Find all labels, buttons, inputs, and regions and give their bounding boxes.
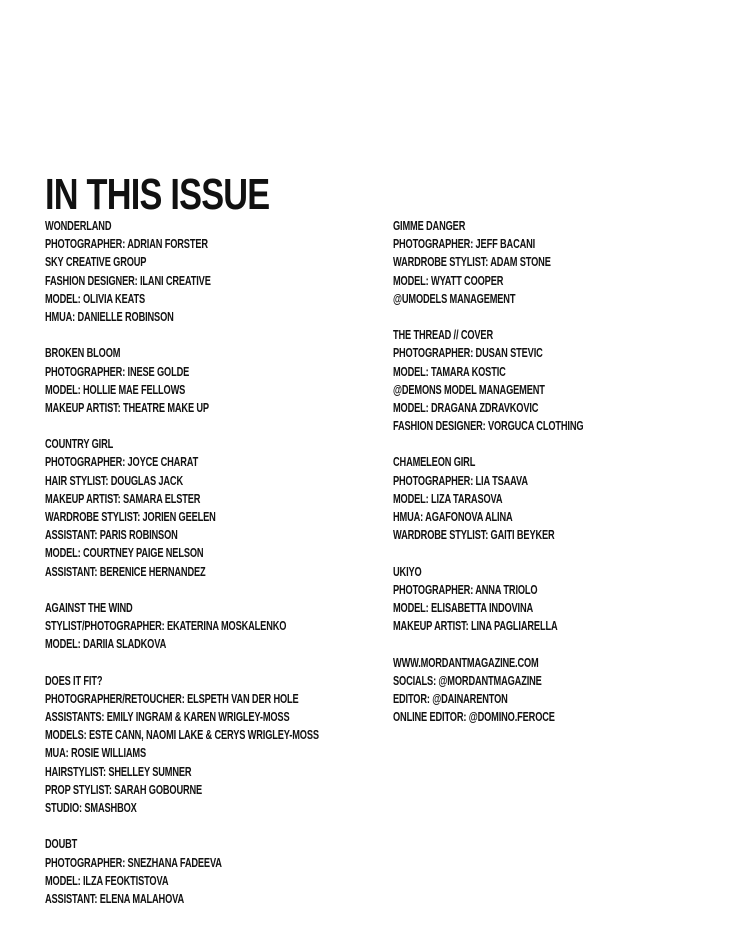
section-heading: THE THREAD // COVER: [393, 328, 493, 343]
credit-section-doubt: [45, 835, 415, 908]
credit-line: MODEL: WYATT COOPER: [393, 273, 504, 288]
credit-line: FASHION DESIGNER: VORGUCA CLOTHING: [393, 419, 584, 434]
credit-line: MAKEUP ARTIST: SAMARA ELSTER: [45, 491, 201, 506]
credit-line: PROP STYLIST: SARAH GOBOURNE: [45, 782, 203, 797]
credit-line: SOCIALS: @MORDANTMAGAZINE: [393, 673, 542, 688]
section-heading: DOUBT: [45, 837, 78, 852]
credit-line: @DEMONS MODEL MANAGEMENT: [393, 382, 545, 397]
section-heading: UKIYO: [393, 564, 422, 579]
credit-line: @UMODELS MANAGEMENT: [393, 291, 516, 306]
credit-line: PHOTOGRAPHER/RETOUCHER: ELSPETH VAN DER HOLE: [45, 691, 299, 706]
credit-line: STUDIO: SMASHBOX: [45, 801, 137, 815]
section-heading: CHAMELEON GIRL: [393, 455, 476, 470]
section-heading: WWW.MORDANTMAGAZINE.COM: [393, 655, 539, 670]
credit-section-wonderland: [45, 217, 415, 326]
credit-line: PHOTOGRAPHER: SNEZHANA FADEEVA: [45, 855, 222, 870]
credit-line: ASSISTANT: ELENA MALAHOVA: [45, 891, 184, 906]
credit-line: PHOTOGRAPHER: DUSAN STEVIC: [393, 346, 543, 361]
credit-line: MODEL: TAMARA KOSTIC: [393, 364, 506, 379]
credit-line: MODELS: ESTE CANN, NAOMI LAKE & CERYS WRIGLEY-MOSS: [45, 728, 319, 743]
section-heading: BROKEN BLOOM: [45, 346, 121, 361]
credit-section-chameleon-girl: [393, 453, 650, 544]
credit-line: MODEL: DARIIA SLADKOVA: [45, 637, 167, 652]
credit-line: PHOTOGRAPHER: LIA TSAAVA: [393, 473, 528, 488]
credit-line: MODEL: ILZA FEOKTISTOVA: [45, 873, 169, 888]
credit-line: MAKEUP ARTIST: LINA PAGLIARELLA: [393, 619, 558, 634]
credit-line: MODEL: DRAGANA ZDRAVKOVIC: [393, 400, 539, 415]
credit-line: PHOTOGRAPHER: JOYCE CHARAT: [45, 455, 199, 470]
credit-line: STYLIST/PHOTOGRAPHER: EKATERINA MOSKALENKO: [45, 619, 287, 634]
credit-line: MAKEUP ARTIST: THEATRE MAKE UP: [45, 400, 209, 415]
credit-line: MODEL: LIZA TARASOVA: [393, 491, 503, 506]
credit-line: PHOTOGRAPHER: INESE GOLDE: [45, 364, 190, 379]
credit-section-broken-bloom: [45, 344, 415, 417]
credit-section-ukiyo: [393, 563, 650, 636]
credit-section-does-it-fit: [45, 672, 415, 818]
credit-line: PHOTOGRAPHER: ADRIAN FORSTER: [45, 237, 208, 252]
credit-line: WARDROBE STYLIST: ADAM STONE: [393, 255, 551, 270]
credit-line: SKY CREATIVE GROUP: [45, 255, 147, 270]
credit-section-country-girl: [45, 435, 415, 581]
credit-section-the-thread-cover: [393, 326, 650, 435]
credit-line: MUA: ROSIE WILLIAMS: [45, 746, 146, 761]
credit-line: ASSISTANT: PARIS ROBINSON: [45, 528, 178, 543]
credit-line: WARDROBE STYLIST: JORIEN GEELEN: [45, 510, 216, 524]
credit-line: EDITOR: @DAINARENTON: [393, 691, 508, 706]
section-heading: COUNTRY GIRL: [45, 437, 114, 452]
section-heading: WONDERLAND: [45, 219, 112, 233]
credit-line: HMUA: AGAFONOVA ALINA: [393, 510, 513, 524]
credit-line: HMUA: DANIELLE ROBINSON: [45, 309, 174, 324]
credit-line: MODEL: HOLLIE MAE FELLOWS: [45, 382, 186, 397]
credit-line: PHOTOGRAPHER: JEFF BACANI: [393, 237, 536, 252]
credit-line: MODEL: OLIVIA KEATS: [45, 291, 145, 306]
credit-line: ASSISTANTS: EMILY INGRAM & KAREN WRIGLEY-MOSS: [45, 710, 290, 725]
credits-column-right: [393, 217, 650, 744]
credit-line: HAIR STYLIST: DOUGLAS JACK: [45, 473, 183, 488]
credit-line: WARDROBE STYLIST: GAITI BEYKER: [393, 528, 555, 543]
credit-line: PHOTOGRAPHER: ANNA TRIOLO: [393, 582, 538, 597]
section-heading: DOES IT FIT?: [45, 673, 103, 688]
section-heading: AGAINST THE WIND: [45, 600, 133, 615]
credits-column-left: [45, 217, 415, 926]
page-title: IN THIS ISSUE: [45, 170, 270, 219]
credit-line: MODEL: ELISABETTA INDOVINA: [393, 600, 534, 615]
section-heading: GIMME DANGER: [393, 219, 466, 233]
credit-line: ASSISTANT: BERENICE HERNANDEZ: [45, 564, 206, 579]
credit-line: FASHION DESIGNER: ILANI CREATIVE: [45, 273, 211, 288]
credit-section-against-the-wind: [45, 599, 415, 654]
credit-line: ONLINE EDITOR: @DOMINO.FEROCE: [393, 710, 555, 725]
credit-section-www-mordantmagazine-com: [393, 654, 650, 727]
credit-section-gimme-danger: [393, 217, 650, 308]
credit-line: HAIRSTYLIST: SHELLEY SUMNER: [45, 764, 192, 779]
credit-line: MODEL: COURTNEY PAIGE NELSON: [45, 546, 204, 561]
